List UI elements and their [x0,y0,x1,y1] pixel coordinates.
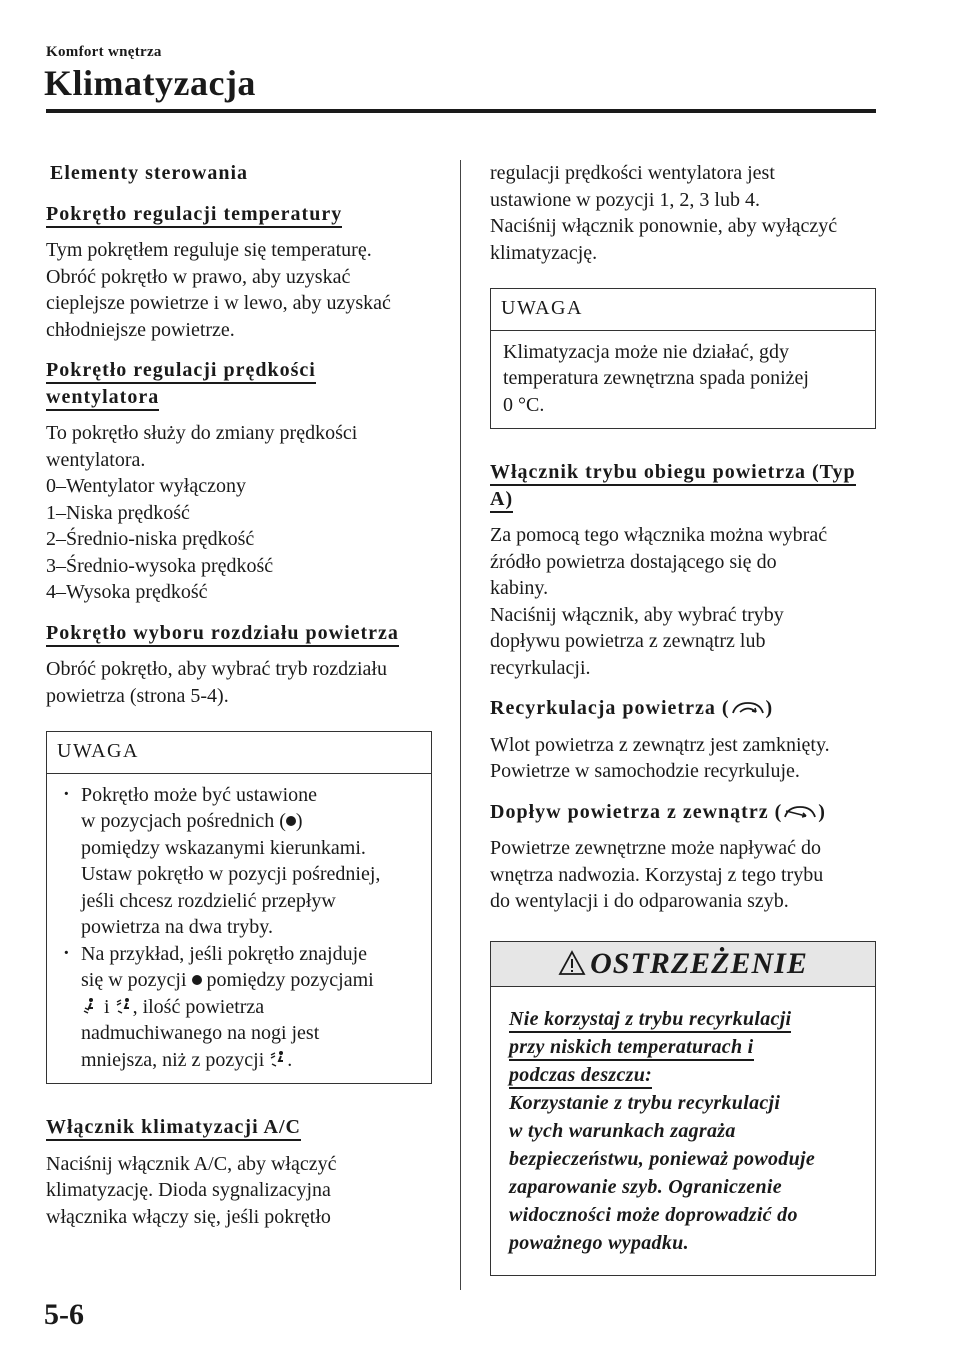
note-bullet: · Pokrętło może być ustawione w pozycjach pośrednich ( ) pomiędzy wskazanymi kierunkami. Ustaw pokrętło w pozycji pośredniej, jeśli chcesz rozdzielić przepływ powietrza na dwa tryby. [59,782,421,941]
intermediate-dot-icon [192,975,202,985]
temp-knob-title: Pokrętło regulacji temperatury [46,201,432,228]
right-column [490,160,876,1276]
header-rule [46,109,876,113]
fan-knob-title: Pokrętło regulacji prędkości wentylatora [46,357,432,410]
warning-box [490,941,876,1276]
page-number: 5-6 [44,1298,84,1331]
ac-switch-text: Naciśnij włącznik A/C, aby włączyć klimatyzację. Dioda sygnalizacyjna włącznika włączy się, jeśli pokrętło [46,1152,337,1228]
outside-air-icon [782,803,818,821]
recirculation-icon [730,699,766,717]
warning-header [491,942,875,987]
note-box-right [490,288,876,429]
foot-mode-icon [81,997,99,1015]
section-label: Komfort wnętrza [46,44,162,60]
note-box-left [46,731,432,1084]
warning-triangle-icon [558,950,586,976]
ac-switch-title: Włącznik klimatyzacji A/C [46,1114,432,1141]
recirc-mode-title: Recyrkulacja powietrza ( ) [490,697,774,719]
recirc-mode-text: Wlot powietrza z zewnątrz jest zamknięty. Powietrze w samochodzie recyrkuluje. [490,733,830,782]
note-body: Klimatyzacja może nie działać, gdy temperatura zewnętrzna spada poniżej 0 °C. [503,340,809,416]
note-bullet: · Na przykład, jeśli pokrętło znajduje się w pozycji pomiędzy pozycjami i , ilość powietrza nadmuchiwanego na nogi jest mniejsza, niż z pozycji . [59,941,421,1074]
left-column [46,160,432,1244]
intermediate-dot-icon [286,816,296,826]
page-title: Klimatyzacja [44,63,256,103]
recirc-switch-title: Włącznik trybu obiegu powietrza (Typ A) [490,459,876,512]
dist-knob-title: Pokrętło wyboru rozdziału powietrza [46,620,432,647]
ac-switch-text-cont: regulacji prędkości wentylatora jest ustawione w pozycji 1, 2, 3 lub 4. Naciśnij włącznik ponownie, aby wyłączyć klimatyzację. [490,162,838,264]
fan-knob-text: To pokrętło służy do zmiany prędkości wentylatora. 0–Wentylator wyłączony 1–Niska prędkość 2–Średnio-niska prędkość 3–Średnio-wysoka prędkość 4–Wysoka prędkość [46,422,358,603]
dist-knob-text: Obróć pokrętło, aby wybrać tryb rozdziału powietrza (strona 5-4). [46,658,387,707]
note-label: UWAGA [47,732,431,774]
warning-label: OSTRZEŻENIE [590,946,808,980]
outside-mode-text: Powietrze zewnętrzne może napływać do wnętrza nadwozia. Korzystaj z tego trybu do wentylacji i do odparowania szyb. [490,837,824,912]
controls-heading: Elementy sterowania [50,162,249,184]
temp-knob-text: Tym pokrętłem reguluje się temperaturę. Obróć pokrętło w prawo, aby uzyskać cieplejsze powietrze i w lewo, aby uzyskać chłodniejsze powietrze. [46,239,391,341]
warning-body: Nie korzystaj z trybu recyrkulacji przy niskich temperaturach i podczas deszczu: Korzystanie z trybu recyrkulacji w tych warunkach zagraża bezpieczeństwu, ponieważ powoduje zaparowanie szyb. Ograniczenie widoczności może doprowadzić do poważnego wypadku. [509,1007,816,1254]
note-body [47,774,431,1084]
foot-defrost-mode-icon [269,1050,287,1068]
note-label: UWAGA [491,289,875,331]
recirc-switch-text: Za pomocą tego włącznika można wybrać źródło powietrza dostającego się do kabiny. Naciśnij włącznik, aby wybrać tryby dopływu powietrza z zewnątrz lub recyrkulacji. [490,524,828,679]
foot-defrost-mode-icon [115,997,133,1015]
column-divider [460,160,461,1290]
outside-mode-title: Dopływ powietrza z zewnątrz ( ) [490,800,826,823]
